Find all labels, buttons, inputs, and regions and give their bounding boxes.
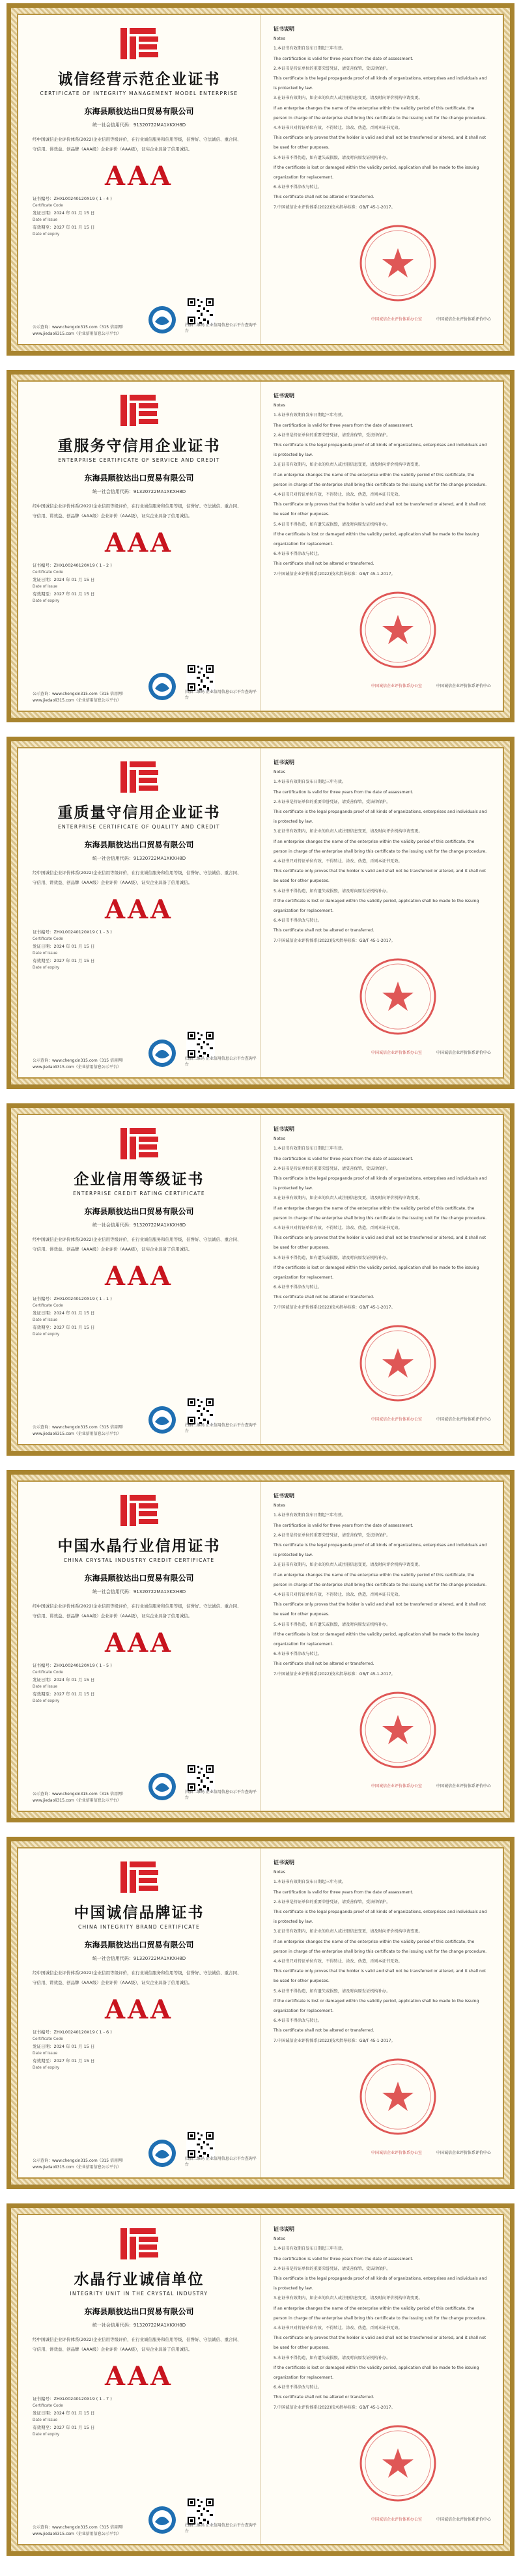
note-line: This certificate only proves that the holder is valid and shall not be transferred or altered, and it shall not be used for other purposes. (274, 869, 486, 884)
certificate-notes (260, 15, 503, 344)
note-line: 1.本证书有效期自发布日期起三年有效。 (274, 2246, 346, 2252)
certificate-border (11, 1475, 510, 1818)
seal-label: 中国诚信企业评价体系办公室 (371, 317, 423, 322)
note-line: 3.在证书有效期内，如企业的负责人或注册信息变更，请及时向评价机构申请变更。 (274, 829, 423, 834)
note-line: 7.中国诚信企业评价体系(2022)技术指导标准：GB/T 45-1-2017。 (274, 571, 395, 576)
note-line: If an enterprise changes the name of the enterprise within the validity period of this certificate, the person in charge of the enterprise shall bring this certificate to the issuing unit for the change procedure. (274, 839, 487, 854)
note-line: This certificate only proves that the holder is valid and shall not be transferred or altered, and it shall not be used for other purposes. (274, 1602, 486, 1617)
note-line: This certificate only proves that the holder is valid and shall not be transferred or altered, and it shall not be used for other purposes. (274, 2336, 486, 2351)
note-line: 1.本证书有效期自发布日期起三年有效。 (274, 780, 346, 785)
certificate-border (11, 1841, 510, 2185)
issue-date: 发证日期：2024 年 01 月 15 日 (33, 577, 95, 582)
note-line: This certificate shall not be altered or transferred. (274, 1662, 374, 1667)
note-line: 6.本证书不得涂改与转让。 (274, 918, 322, 924)
company-name: 东海县顺彼达出口贸易有限公司 (84, 474, 194, 483)
certificate-front (18, 1482, 260, 1811)
note-line: 1.本证书有效期自发布日期起三年有效。 (274, 413, 346, 418)
description: 经中国诚信企业评价体系(2022)企业信用等级评价，在行业诚信服务和信用等级，信誉好、守法诚信、重合同、 守信用、讲效益、创品牌（AAA级）企业评价（AAA级），证实企业具备了信用诚信。 (33, 1970, 242, 1985)
note-line: 1.本证书有效期自发布日期起三年有效。 (274, 1513, 346, 1518)
credit-grade: AAA (104, 161, 174, 191)
certificate-meta: 证书编号：ZHXL00240120X19 ( 1 - 4 ) Certificate Code 发证日期：2024 年 01 月 15 日 Date of issue 有效期至：2027 年 01 月 15 日 Date of expiry (33, 195, 246, 238)
query-info: 公示查询：www.chengxin315.com（315 信用网） www.jiedaoli315.com（企业信用信息公示平台） (33, 2158, 126, 2170)
notes-lines (274, 410, 488, 578)
certificate-title: 中国诚信品牌证书 (74, 1904, 204, 1921)
expiry-date: 有效期至：2027 年 01 月 15 日 (33, 2058, 95, 2063)
note-line: 2.本证书是持证单位的重要荣誉凭证，请妥善保管，受法律保护。 (274, 1899, 391, 1904)
certificate-number: ZHXL00240120X19 ( 1 - 5 ) (53, 1663, 112, 1668)
query-info: 公示查询：www.chengxin315.com（315 信用网） www.jiedaoli315.com（企业信用信息公示平台） (33, 692, 126, 703)
certificate-front (18, 382, 260, 711)
note-line: This certificate shall not be altered or transferred. (274, 2395, 374, 2400)
certificate-subtitle: CERTIFICATE OF INTEGRITY MANAGEMENT MODEL ENTERPRISE (40, 91, 238, 96)
certificate-2 (7, 370, 514, 722)
certificate-notes (260, 1848, 503, 2177)
certificate-number: ZHXL00240120X19 ( 1 - 7 ) (53, 2396, 112, 2401)
note-line: 3.在证书有效期内，如企业的负责人或注册信息变更，请及时向评价机构申请变更。 (274, 462, 423, 468)
note-line: This certificate shall not be altered or transferred. (274, 195, 374, 200)
note-line: If an enterprise changes the name of the enterprise within the validity period of this certificate, the person in charge of the enterprise shall bring this certificate to the issuing unit for the change procedure. (274, 2306, 487, 2321)
note-line: This certificate is the legal propaganda proof of all kinds of organizations, enterprises and individuals and is protected by law. (274, 1176, 487, 1191)
note-line: This certificate shall not be altered or transferred. (274, 561, 374, 567)
emblem-icon (147, 305, 177, 335)
official-seal-icon (358, 2424, 438, 2503)
note-line: 2.本证书是持证单位的重要荣誉凭证，请妥善保管，受法律保护。 (274, 799, 391, 804)
query-info: 公示查询：www.chengxin315.com（315 信用网） www.jiedaoli315.com（企业信用信息公示平台） (33, 2525, 126, 2536)
certificate-body (17, 1480, 504, 1812)
certificate-subtitle: ENTERPRISE CERTIFICATE OF SERVICE AND CREDIT (58, 457, 220, 463)
certificate-subtitle: INTEGRITY UNIT IN THE CRYSTAL INDUSTRY (70, 2291, 208, 2297)
note-line: 1.本证书有效期自发布日期起三年有效。 (274, 46, 346, 51)
note-line: 6.本证书不得涂改与转让。 (274, 1285, 322, 1290)
notes-title: 证书说明 (274, 26, 294, 32)
note-line: 5.本证书不得伪造，如有遗失或损毁，请及时向原发证机构补办。 (274, 1622, 391, 1627)
certificate-3 (7, 737, 514, 1089)
note-line: If the certificate is lost or damaged within the validity period, application shall be made to the issuing organization for replacement. (274, 531, 479, 547)
note-line: The certification is valid for three years from the date of assessment. (274, 1890, 414, 1895)
expiry-date: 有效期至：2027 年 01 月 15 日 (33, 1325, 95, 1330)
note-line: 6.本证书不得涂改与转让。 (274, 1652, 322, 1657)
logo-icon (117, 392, 162, 429)
description: 经中国诚信企业评价体系(2022)企业信用等级评价，在行业诚信服务和信用等级，信誉好、守法诚信、重合同、 守信用、讲效益、创品牌（AAA级）企业评价（AAA级），证实企业具备了信用诚信。 (33, 870, 242, 885)
credit-grade: AAA (104, 894, 174, 925)
certificate-front (18, 2215, 260, 2544)
qr-label: 扫描二维码 企业信用信息公示平台查询平台 (185, 2523, 257, 2534)
note-line: 2.本证书是持证单位的重要荣誉凭证，请妥善保管，受法律保护。 (274, 432, 391, 438)
certificate-6 (7, 1837, 514, 2189)
issue-date: 发证日期：2024 年 01 月 15 日 (33, 1310, 95, 1316)
credit-code: 统一社会信用代码：91320722MA1XKXH8D (92, 1956, 186, 1961)
notes-subtitle: Notes (274, 770, 285, 775)
notes-subtitle: Notes (274, 36, 285, 42)
credit-grade: AAA (104, 1261, 174, 1292)
note-line: 3.在证书有效期内，如企业的负责人或注册信息变更，请及时向评价机构申请变更。 (274, 1563, 423, 1568)
qr-label: 扫描二维码 企业信用信息公示平台查询平台 (185, 323, 257, 333)
certificate-meta: 证书编号：ZHXL00240120X19 ( 1 - 1 ) Certificate Code 发证日期：2024 年 01 月 15 日 Date of issue 有效期至：2027 年 01 月 15 日 Date of expiry (33, 1295, 246, 1338)
note-line: This certificate is the legal propaganda proof of all kinds of organizations, enterprises and individuals and is protected by law. (274, 2276, 487, 2291)
note-line: This certificate only proves that the holder is valid and shall not be transferred or altered, and it shall not be used for other purposes. (274, 1969, 486, 1984)
note-line: 2.本证书是持证单位的重要荣誉凭证，请妥善保管，受法律保护。 (274, 66, 391, 71)
description: 经中国诚信企业评价体系(2022)企业信用等级评价，在行业诚信服务和信用等级，信誉好、守法诚信、重合同、 守信用、讲效益、创品牌（AAA级）企业评价（AAA级），证实企业具备了信用诚信。 (33, 1604, 242, 1619)
certificate-title: 水晶行业诚信单位 (74, 2271, 204, 2288)
company-name: 东海县顺彼达出口贸易有限公司 (84, 107, 194, 116)
seal-label: 中国诚信企业评价体系办公室 (371, 2151, 423, 2155)
credit-grade: AAA (104, 528, 174, 558)
certificate-title: 中国水晶行业信用证书 (57, 1537, 221, 1555)
company-name: 东海县顺彼达出口贸易有限公司 (84, 1574, 194, 1583)
credit-code: 统一社会信用代码：91320722MA1XKXH8D (92, 1223, 186, 1228)
note-line: This certificate is the legal propaganda proof of all kinds of organizations, enterprises and individuals and is protected by law. (274, 810, 487, 825)
note-line: If the certificate is lost or damaged within the validity period, application shall be made to the issuing organization for replacement. (274, 1265, 479, 1281)
notes-title: 证书说明 (274, 759, 294, 765)
note-line: 4.本证书只对持证单位有效，不得转让、涂改、伪造，否则本证书无效。 (274, 126, 402, 131)
logo-icon (117, 1859, 162, 1895)
certificate-subtitle: ENTERPRISE CERTIFICATE OF QUALITY AND CREDIT (57, 824, 221, 830)
note-line: 5.本证书不得伪造，如有遗失或损毁，请及时向原发证机构补办。 (274, 522, 391, 527)
company-name: 东海县顺彼达出口贸易有限公司 (84, 1207, 194, 1216)
notes-lines (274, 1144, 488, 1312)
note-line: If an enterprise changes the name of the enterprise within the validity period of this certificate, the person in charge of the enterprise shall bring this certificate to the issuing unit for the change procedure. (274, 1572, 487, 1587)
certificate-body (17, 747, 504, 1079)
qr-label: 扫描二维码 企业信用信息公示平台查询平台 (185, 1423, 257, 1434)
query-info: 公示查询：www.chengxin315.com（315 信用网） www.jiedaoli315.com（企业信用信息公示平台） (33, 1425, 126, 1436)
issuer: 中国诚信企业评价体系评价中心 (436, 2151, 491, 2155)
description: 经中国诚信企业评价体系(2022)企业信用等级评价，在行业诚信服务和信用等级，信誉好、守法诚信、重合同、 守信用、讲效益、创品牌（AAA级）企业评价（AAA级），证实企业具备了信用诚信。 (33, 137, 242, 152)
certificate-subtitle: ENTERPRISE CREDIT RATING CERTIFICATE (73, 1191, 205, 1196)
note-line: If an enterprise changes the name of the enterprise within the validity period of this certificate, the person in charge of the enterprise shall bring this certificate to the issuing unit for the change procedure. (274, 1939, 487, 1954)
note-line: 7.中国诚信企业评价体系(2022)技术指导标准：GB/T 45-1-2017。 (274, 2405, 395, 2410)
certificate-subtitle: CHINA INTEGRITY BRAND CERTIFICATE (77, 1924, 201, 1930)
note-line: If the certificate is lost or damaged within the validity period, application shall be made to the issuing organization for replacement. (274, 165, 479, 180)
note-line: 5.本证书不得伪造，如有遗失或损毁，请及时向原发证机构补办。 (274, 155, 391, 160)
qr-label: 扫描二维码 企业信用信息公示平台查询平台 (185, 1056, 257, 1067)
logo-icon (117, 759, 162, 795)
notes-title: 证书说明 (274, 2226, 294, 2232)
note-line: 6.本证书不得涂改与转让。 (274, 185, 322, 190)
credit-grade: AAA (104, 2361, 174, 2392)
note-line: 4.本证书只对持证单位有效，不得转让、涂改、伪造，否则本证书无效。 (274, 859, 402, 864)
note-line: 5.本证书不得伪造，如有遗失或损毁，请及时向原发证机构补办。 (274, 888, 391, 894)
expiry-date: 有效期至：2027 年 01 月 15 日 (33, 1691, 95, 1697)
note-line: 3.在证书有效期内，如企业的负责人或注册信息变更，请及时向评价机构申请变更。 (274, 1929, 423, 1934)
note-line: 7.中国诚信企业评价体系(2022)技术指导标准：GB/T 45-1-2017。 (274, 1305, 395, 1310)
seal-label: 中国诚信企业评价体系办公室 (371, 684, 423, 688)
notes-title: 证书说明 (274, 1126, 294, 1132)
notes-title: 证书说明 (274, 1493, 294, 1499)
certificate-front (18, 1115, 260, 1444)
certificate-4 (7, 1103, 514, 1456)
certificate-title: 重服务守信用企业证书 (57, 437, 221, 455)
note-line: The certification is valid for three years from the date of assessment. (274, 1156, 414, 1161)
note-line: This certificate only proves that the holder is valid and shall not be transferred or altered, and it shall not be used for other purposes. (274, 1236, 486, 1251)
certificate-border (11, 375, 510, 718)
certificate-body (17, 14, 504, 345)
expiry-date: 有效期至：2027 年 01 月 15 日 (33, 2425, 95, 2430)
description: 经中国诚信企业评价体系(2022)企业信用等级评价，在行业诚信服务和信用等级，信誉好、守法诚信、重合同、 守信用、讲效益、创品牌（AAA级）企业评价（AAA级），证实企业具备了信用诚信。 (33, 503, 242, 518)
notes-title: 证书说明 (274, 1860, 294, 1865)
certificate-title: 诚信经营示范企业证书 (57, 70, 221, 88)
description: 经中国诚信企业评价体系(2022)企业信用等级评价，在行业诚信服务和信用等级，信誉好、守法诚信、重合同、 守信用、讲效益、创品牌（AAA级）企业评价（AAA级），证实企业具备了信用诚信。 (33, 2337, 242, 2352)
note-line: This certificate only proves that the holder is valid and shall not be transferred or altered, and it shall not be used for other purposes. (274, 135, 486, 150)
notes-lines (274, 777, 488, 945)
certificate-border (11, 1108, 510, 1451)
certificate-border (11, 8, 510, 351)
note-line: The certification is valid for three years from the date of assessment. (274, 1523, 414, 1528)
note-line: 7.中国诚信企业评价体系(2022)技术指导标准：GB/T 45-1-2017。 (274, 2038, 395, 2043)
certificate-number: ZHXL00240120X19 ( 1 - 6 ) (53, 2030, 112, 2035)
certificate-number: ZHXL00240120X19 ( 1 - 2 ) (53, 563, 112, 568)
note-line: If the certificate is lost or damaged within the validity period, application shall be made to the issuing organization for replacement. (274, 2365, 479, 2381)
note-line: 4.本证书只对持证单位有效，不得转让、涂改、伪造，否则本证书无效。 (274, 492, 402, 498)
emblem-icon (147, 1405, 177, 1435)
note-line: If an enterprise changes the name of the enterprise within the validity period of this certificate, the person in charge of the enterprise shall bring this certificate to the issuing unit for the change procedure. (274, 106, 487, 120)
description: 经中国诚信企业评价体系(2022)企业信用等级评价，在行业诚信服务和信用等级，信誉好、守法诚信、重合同、 守信用、讲效益、创品牌（AAA级）企业评价（AAA级），证实企业具备了信用诚信。 (33, 1237, 242, 1252)
note-line: If an enterprise changes the name of the enterprise within the validity period of this certificate, the person in charge of the enterprise shall bring this certificate to the issuing unit for the change procedure. (274, 1206, 487, 1221)
official-seal-icon (358, 957, 438, 1036)
credit-grade: AAA (104, 1628, 174, 1658)
note-line: This certificate shall not be altered or transferred. (274, 928, 374, 933)
official-seal-icon (358, 1323, 438, 1403)
note-line: 6.本证书不得涂改与转让。 (274, 552, 322, 557)
seal-label: 中国诚信企业评价体系办公室 (371, 1784, 423, 1789)
notes-lines (274, 2244, 488, 2412)
certificate-body (17, 1847, 504, 2179)
logo-icon (117, 2226, 162, 2262)
certificate-meta: 证书编号：ZHXL00240120X19 ( 1 - 5 ) Certificate Code 发证日期：2024 年 01 月 15 日 Date of issue 有效期至：2027 年 01 月 15 日 Date of expiry (33, 1662, 246, 1705)
note-line: This certificate shall not be altered or transferred. (274, 1295, 374, 1300)
expiry-date: 有效期至：2027 年 01 月 15 日 (33, 225, 95, 230)
certificate-1 (7, 3, 514, 356)
notes-subtitle: Notes (274, 1503, 285, 1508)
note-line: The certification is valid for three years from the date of assessment. (274, 2256, 414, 2261)
certificate-notes (260, 382, 503, 711)
certificate-notes (260, 1115, 503, 1444)
issuer: 中国诚信企业评价体系评价中心 (436, 1051, 491, 1055)
certificate-number: ZHXL00240120X19 ( 1 - 1 ) (53, 1296, 112, 1301)
note-line: 4.本证书只对持证单位有效，不得转让、涂改、伪造，否则本证书无效。 (274, 1592, 402, 1598)
company-name: 东海县顺彼达出口贸易有限公司 (84, 2307, 194, 2316)
note-line: The certification is valid for three years from the date of assessment. (274, 56, 414, 61)
issue-date: 发证日期：2024 年 01 月 15 日 (33, 210, 95, 216)
query-info: 公示查询：www.chengxin315.com（315 信用网） www.jiedaoli315.com（企业信用信息公示平台） (33, 1058, 126, 1069)
issue-date: 发证日期：2024 年 01 月 15 日 (33, 1677, 95, 1682)
credit-code: 统一社会信用代码：91320722MA1XKXH8D (92, 2323, 186, 2328)
certificate-meta: 证书编号：ZHXL00240120X19 ( 1 - 6 ) Certificate Code 发证日期：2024 年 01 月 15 日 Date of issue 有效期至：2027 年 01 月 15 日 Date of expiry (33, 2029, 246, 2072)
notes-subtitle: Notes (274, 1137, 285, 1142)
certificate-border (11, 741, 510, 1084)
logo-icon (117, 25, 162, 62)
issue-date: 发证日期：2024 年 01 月 15 日 (33, 2044, 95, 2049)
certificate-border (11, 2208, 510, 2551)
note-line: 2.本证书是持证单位的重要荣誉凭证，请妥善保管，受法律保护。 (274, 1533, 391, 1538)
qr-label: 扫描二维码 企业信用信息公示平台查询平台 (185, 2157, 257, 2167)
note-line: 7.中国诚信企业评价体系(2022)技术指导标准：GB/T 45-1-2017。 (274, 1671, 395, 1677)
certificate-notes (260, 2215, 503, 2544)
note-line: 1.本证书有效期自发布日期起三年有效。 (274, 1146, 346, 1152)
query-info: 公示查询：www.chengxin315.com（315 信用网） www.jiedaoli315.com（企业信用信息公示平台） (33, 1792, 126, 1803)
note-line: If the certificate is lost or damaged within the validity period, application shall be made to the issuing organization for replacement. (274, 1632, 479, 1647)
emblem-icon (147, 672, 177, 701)
notes-lines (274, 1510, 488, 1678)
notes-lines (274, 1877, 488, 2045)
certificate-body (17, 2214, 504, 2545)
certificate-meta: 证书编号：ZHXL00240120X19 ( 1 - 3 ) Certificate Code 发证日期：2024 年 01 月 15 日 Date of issue 有效期至：2027 年 01 月 15 日 Date of expiry (33, 929, 246, 972)
official-seal-icon (358, 2057, 438, 2136)
official-seal-icon (358, 1690, 438, 1770)
certificate-body (17, 1114, 504, 1445)
query-info: 公示查询：www.chengxin315.com（315 信用网） www.jiedaoli315.com（企业信用信息公示平台） (33, 325, 126, 336)
seal-label: 中国诚信企业评价体系办公室 (371, 1051, 423, 1055)
credit-code: 统一社会信用代码：91320722MA1XKXH8D (92, 856, 186, 861)
company-name: 东海县顺彼达出口贸易有限公司 (84, 1940, 194, 1949)
certificate-title: 企业信用等级证书 (74, 1170, 204, 1188)
expiry-date: 有效期至：2027 年 01 月 15 日 (33, 591, 95, 597)
emblem-icon (147, 1772, 177, 1802)
certificate-5 (7, 1470, 514, 1822)
credit-code: 统一社会信用代码：91320722MA1XKXH8D (92, 1589, 186, 1594)
certificate-7 (7, 2203, 514, 2556)
issuer: 中国诚信企业评价体系评价中心 (436, 684, 491, 688)
seal-label: 中国诚信企业评价体系办公室 (371, 1417, 423, 1422)
note-line: 7.中国诚信企业评价体系(2022)技术指导标准：GB/T 45-1-2017。 (274, 938, 395, 943)
certificate-meta: 证书编号：ZHXL00240120X19 ( 1 - 2 ) Certificate Code 发证日期：2024 年 01 月 15 日 Date of issue 有效期至：2027 年 01 月 15 日 Date of expiry (33, 562, 246, 605)
note-line: 4.本证书只对持证单位有效，不得转让、涂改、伪造，否则本证书无效。 (274, 2326, 402, 2331)
certificate-number: ZHXL00240120X19 ( 1 - 3 ) (53, 929, 112, 935)
certificate-front (18, 1848, 260, 2177)
official-seal-icon (358, 590, 438, 670)
certificate-notes (260, 748, 503, 1077)
note-line: This certificate is the legal propaganda proof of all kinds of organizations, enterprises and individuals and is protected by law. (274, 443, 487, 458)
note-line: 3.在证书有效期内，如企业的负责人或注册信息变更，请及时向评价机构申请变更。 (274, 96, 423, 101)
note-line: The certification is valid for three years from the date of assessment. (274, 789, 414, 795)
note-line: 7.中国诚信企业评价体系(2022)技术指导标准：GB/T 45-1-2017。 (274, 205, 395, 210)
notes-subtitle: Notes (274, 1870, 285, 1875)
note-line: 6.本证书不得涂改与转让。 (274, 2385, 322, 2390)
note-line: This certificate only proves that the holder is valid and shall not be transferred or altered, and it shall not be used for other purposes. (274, 502, 486, 517)
notes-title: 证书说明 (274, 393, 294, 399)
certificate-body (17, 380, 504, 712)
note-line: If the certificate is lost or damaged within the validity period, application shall be made to the issuing organization for replacement. (274, 1998, 479, 2014)
note-line: 1.本证书有效期自发布日期起三年有效。 (274, 1880, 346, 1885)
notes-subtitle: Notes (274, 2237, 285, 2242)
issue-date: 发证日期：2024 年 01 月 15 日 (33, 2411, 95, 2416)
certificate-front (18, 15, 260, 344)
credit-grade: AAA (104, 1994, 174, 2025)
emblem-icon (147, 2505, 177, 2535)
note-line: 3.在证书有效期内，如企业的负责人或注册信息变更，请及时向评价机构申请变更。 (274, 2296, 423, 2301)
note-line: 5.本证书不得伪造，如有遗失或损毁，请及时向原发证机构补办。 (274, 2355, 391, 2360)
issuer: 中国诚信企业评价体系评价中心 (436, 317, 491, 322)
issuer: 中国诚信企业评价体系评价中心 (436, 1784, 491, 1789)
certificate-subtitle: CHINA CRYSTAL INDUSTRY CREDIT CERTIFICATE (63, 1557, 215, 1563)
qr-label: 扫描二维码 企业信用信息公示平台查询平台 (185, 1790, 257, 1800)
logo-icon (117, 1492, 162, 1529)
note-line: If an enterprise changes the name of the enterprise within the validity period of this certificate, the person in charge of the enterprise shall bring this certificate to the issuing unit for the change procedure. (274, 472, 487, 487)
note-line: This certificate shall not be altered or transferred. (274, 2028, 374, 2033)
expiry-date: 有效期至：2027 年 01 月 15 日 (33, 958, 95, 963)
issuer: 中国诚信企业评价体系评价中心 (436, 2517, 491, 2522)
emblem-icon (147, 2138, 177, 2168)
note-line: 3.在证书有效期内，如企业的负责人或注册信息变更，请及时向评价机构申请变更。 (274, 1196, 423, 1201)
company-name: 东海县顺彼达出口贸易有限公司 (84, 840, 194, 849)
certificate-front (18, 748, 260, 1077)
certificate-notes (260, 1482, 503, 1811)
notes-subtitle: Notes (274, 403, 285, 408)
note-line: The certification is valid for three years from the date of assessment. (274, 423, 414, 428)
qr-label: 扫描二维码 企业信用信息公示平台查询平台 (185, 690, 257, 700)
certificate-meta: 证书编号：ZHXL00240120X19 ( 1 - 7 ) Certificate Code 发证日期：2024 年 01 月 15 日 Date of issue 有效期至：2027 年 01 月 15 日 Date of expiry (33, 2396, 246, 2439)
note-line: 5.本证书不得伪造，如有遗失或损毁，请及时向原发证机构补办。 (274, 1255, 391, 1260)
logo-icon (117, 1125, 162, 1162)
emblem-icon (147, 1038, 177, 1068)
note-line: 2.本证书是持证单位的重要荣誉凭证，请妥善保管，受法律保护。 (274, 2266, 391, 2271)
note-line: 6.本证书不得涂改与转让。 (274, 2018, 322, 2024)
official-seal-icon (358, 223, 438, 303)
issuer: 中国诚信企业评价体系评价中心 (436, 1417, 491, 1422)
note-line: This certificate is the legal propaganda proof of all kinds of organizations, enterprises and individuals and is protected by law. (274, 1910, 487, 1925)
issue-date: 发证日期：2024 年 01 月 15 日 (33, 944, 95, 949)
note-line: If the certificate is lost or damaged within the validity period, application shall be made to the issuing organization for replacement. (274, 898, 479, 914)
note-line: 2.本证书是持证单位的重要荣誉凭证，请妥善保管，受法律保护。 (274, 1166, 391, 1171)
note-line: This certificate is the legal propaganda proof of all kinds of organizations, enterprises and individuals and is protected by law. (274, 1543, 487, 1558)
note-line: This certificate is the legal propaganda proof of all kinds of organizations, enterprises and individuals and is protected by law. (274, 76, 487, 91)
note-line: 5.本证书不得伪造，如有遗失或损毁，请及时向原发证机构补办。 (274, 1989, 391, 1994)
credit-code: 统一社会信用代码：91320722MA1XKXH8D (92, 489, 186, 494)
note-line: 4.本证书只对持证单位有效，不得转让、涂改、伪造，否则本证书无效。 (274, 1959, 402, 1964)
notes-lines (274, 44, 488, 212)
certificate-number: ZHXL00240120X19 ( 1 - 4 ) (53, 196, 112, 201)
certificate-title: 重质量守信用企业证书 (57, 804, 221, 821)
credit-code: 统一社会信用代码：91320722MA1XKXH8D (92, 122, 186, 128)
note-line: 4.本证书只对持证单位有效，不得转让、涂改、伪造，否则本证书无效。 (274, 1226, 402, 1231)
seal-label: 中国诚信企业评价体系办公室 (371, 2517, 423, 2522)
